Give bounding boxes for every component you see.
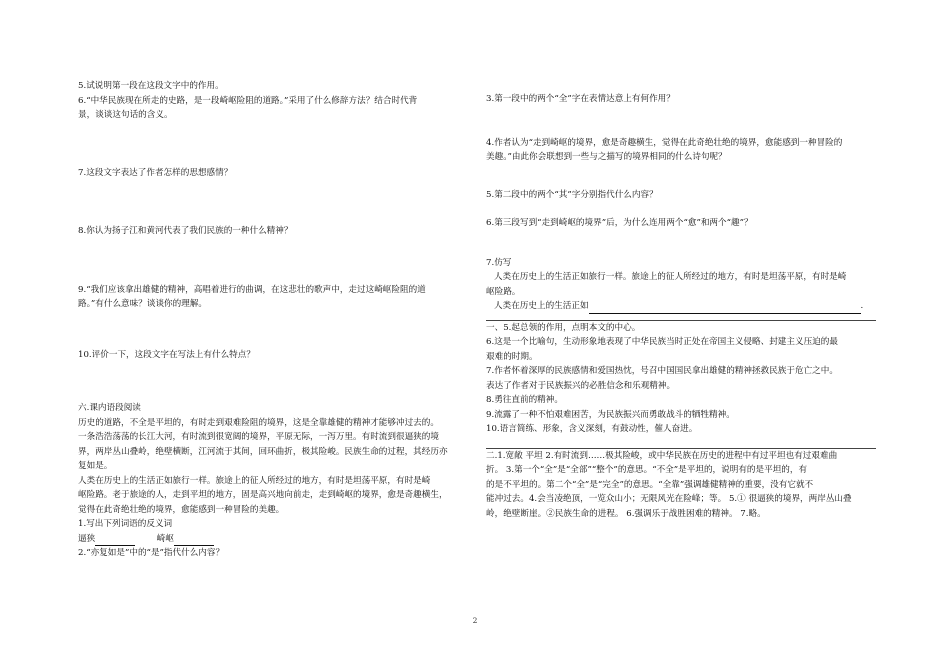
subquestion-1: 1.写出下列词语的反义词: [78, 519, 173, 529]
right-question-3: 3.第一段中的两个“全”字在表情达意上有何作用？: [486, 94, 675, 104]
imitation-sample-line-1: 人类在历史上的生活正如旅行一样。旅途上的征人所经过的地方，有时是坦荡平原，有时是崎: [494, 272, 847, 282]
antonym-word-2: 崎岖: [156, 533, 174, 544]
question-9-line-2: 路。”有什么意味？谈谈你的理解。: [78, 299, 208, 309]
answer-1-line-8: 10.语言简练、形象，含义深刻，有鼓动性，催人奋进。: [486, 424, 698, 434]
question-10: 10.评价一下，这段文字在写法上有什么特点？: [78, 349, 255, 360]
passage-para-1-line-3: 界，两岸丛山叠岭，绝壁横断，江河流于其间，回环曲折，极其险峻。民族生命的过程，其经历亦: [78, 446, 448, 457]
right-question-4-line-2: 美趣。”由此你会联想到一些与之描写的境界相同的什么诗句呢？: [486, 152, 727, 162]
answer-1-line-2: 6.这是一个比喻句，生动形象地表现了中华民族当时正处在帝国主义侵略、封建主义压迫的最: [486, 337, 838, 347]
imitation-prompt: 人类在历史上的生活正如 .: [486, 299, 876, 314]
right-question-5: 5.第二段中的两个“其”字分别指代什么内容？: [486, 189, 658, 200]
answer-1-line-5: 表达了作者对于民族振兴的必胜信念和乐观精神。: [486, 380, 676, 391]
imitation-sample-line-2: 岖险路。: [486, 286, 521, 297]
imitation-prompt-text: 人类在历史上的生活正如: [494, 301, 589, 311]
passage-para-1-line-2: 一条浩浩荡荡的长江大河，有时流到很宽阔的境界，平原无际，一泻万里。有时流到很逼狭的境: [78, 432, 439, 442]
answer-2-line-1: 二.1.宽敞 平坦 2.有时流到……极其险峻，或中华民族在历史的进程中有过平坦也有过艰难曲: [486, 450, 838, 461]
antonym-word-1: 逼狭: [78, 533, 96, 544]
question-8: 8.你认为扬子江和黄河代表了我们民族的一种什么精神？: [78, 226, 293, 236]
right-question-7: 7.仿写: [486, 257, 512, 268]
answer-1-line-4: 7.作者怀着深厚的民族感情和爱国热忱，号召中国国民拿出雄健的精神拯救民族于危亡之中。: [486, 366, 838, 376]
answer-1-line-7: 9.流露了一种不怕艰难困苦，为民族振兴而勇敢战斗的牺牲精神。: [486, 409, 735, 420]
answer-1-line-1: 一、5.起总领的作用，点明本文的中心。: [486, 322, 641, 333]
answer-2-line-3: 的是不平坦的。第二个“全”是“完全”的意思。“全靠”强调雄健精神的重要，没有它就不: [486, 479, 814, 490]
answer-blank-1[interactable]: [95, 535, 135, 546]
passage-para-2-line-2: 岖险路。老于旅途的人，走到平坦的地方，固是高兴地向前走，走到崎岖的境界，愈是奇趣横生，: [78, 490, 448, 500]
answer-1-line-3: 艰难的时期。: [486, 351, 538, 362]
answer-2-line-4: 能冲过去。4.会当凌绝顶，一览众山小；无限风光在险峰；等。 5.① 很逼狭的境界，两岸丛山叠: [486, 494, 852, 504]
imitation-answer-blank[interactable]: [589, 303, 861, 314]
right-question-6: 6.第三段写到“走到崎岖的境界”后，为什么连用两个“愈”和两个“趣”？: [486, 218, 753, 228]
left-column: [78, 79, 468, 561]
passage-para-1-line-4: 复如是。: [78, 461, 113, 471]
right-question-4-line-1: 4.作者认为“走到崎岖的境界，愈是奇趣横生，觉得在此奇绝壮绝的境界，愈能感到一种冒险的: [486, 137, 843, 148]
answer-1-line-6: 8.勇往直前的精神。: [486, 395, 563, 405]
question-6-line-1: 6.“中华民族现在所走的史路，是一段崎岖险阻的道路。”采用了什么修辞方法？结合时代背: [78, 95, 418, 106]
antonym-line: [78, 532, 468, 547]
passage-para-1-line-1: 历史的道路，不全是平坦的，有时走到艰难险阻的境界，这是全靠雄健的精神才能够冲过去的。: [78, 417, 439, 428]
question-6-line-2: 景，谈谈这句话的含义。: [78, 110, 173, 120]
answer-2-line-2: 折。 3.第一个“全”是“全部”“整个”的意思。“不全”是平坦的，说明有的是平坦的，有: [486, 465, 808, 475]
right-column: [486, 92, 876, 521]
page-number: 2: [472, 616, 478, 625]
passage-para-2-line-1: 人类在历史上的生活正如旅行一样。旅途上的征人所经过的地方，有时是坦荡平原，有时是崎: [78, 475, 431, 486]
question-5: 5.试说明第一段在这段文字中的作用。: [78, 81, 224, 91]
section-6-heading: 六.课内语段阅读: [78, 403, 141, 413]
question-7: 7.这段文字表达了作者怎样的思想感情？: [78, 167, 233, 178]
passage-para-2-line-3: 觉得在此奇绝壮绝的境界，愈能感到一种冒险的美趣。: [78, 504, 285, 515]
answer-2-line-5: 岭，绝壁断崖。②民族生命的进程。 6.强调乐于战胜困难的精神。 7.略。: [486, 508, 766, 519]
answer-blank-2[interactable]: [174, 535, 214, 546]
question-9-line-1: 9.“我们应该拿出雄健的精神，高唱着进行的曲调，在这悲壮的歌声中，走过这崎岖险阻的道: [78, 284, 426, 295]
subquestion-2: 2.“亦复如是”中的“是”指代什么内容？: [78, 548, 225, 558]
